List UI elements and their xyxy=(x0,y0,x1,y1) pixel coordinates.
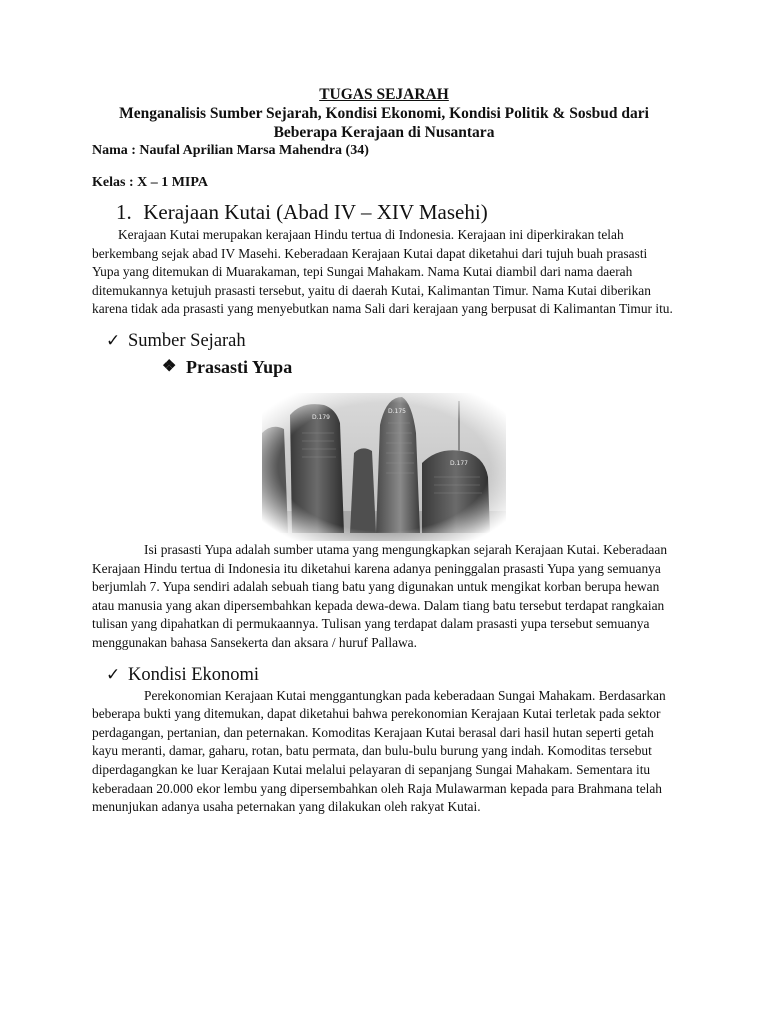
document-subtitle-line2: Beberapa Kerajaan di Nusantara xyxy=(273,124,495,141)
prasasti-yupa-label: Prasasti Yupa xyxy=(186,356,293,377)
kondisi-ekonomi-heading xyxy=(106,663,676,687)
yupa-inscription-stones-image xyxy=(262,393,506,541)
kondisi-ekonomi-paragraph: Perekonomian Kerajaan Kutai menggantungkan pada keberadaan Sungai Mahakam. Berdasarkan beberapa bukti yang ditemukan, dapat diketahui bahwa perekonomian Kerajaan Kutai terletak pada sektor perdagangan, pertanian, dan peternakan. Komoditas Kerajaan Kutai berasal dari hasil hutan seperti getah kayu meranti, damar, gaharu, rotan, batu permata, dan bulu-bulu burung yang indah. Komoditas tersebut diperdagangkan ke luar Kerajaan Kutai melalui pelayaran di sepanjang Sungai Mahakam. Sementara itu keberadaan 20.000 ekor lembu yang dipersembahkan oleh Raja Mulawarman kepada para Brahmana telah menunjukan adanya usaha peternakan yang dilakukan oleh rakyat Kutai. xyxy=(92,687,666,815)
student-name: Nama : Naufal Aprilian Marsa Mahendra (34) xyxy=(92,143,369,158)
section-heading-kutai xyxy=(116,198,676,226)
section-title: Kerajaan Kutai (Abad IV – XIV Masehi) xyxy=(143,200,488,224)
student-class: Kelas : X – 1 MIPA xyxy=(92,175,208,190)
checkmark-icon: ✓ xyxy=(106,664,121,684)
sumber-sejarah-heading xyxy=(106,329,676,353)
prasasti-yupa-heading xyxy=(162,355,676,379)
yupa-photo xyxy=(262,393,506,541)
prasasti-yupa-paragraph: Isi prasasti Yupa adalah sumber utama yang mengungkapkan sejarah Kerajaan Kutai. Keberadaan Kerajaan Hindu tertua di Indonesia itu diketahui karena adanya peninggalan prasasti Yupa yang semuanya berjumlah 7. Yupa sendiri adalah sebuah tiang batu yang digunakan untuk mengikat korban berupa hewan atau manusia yang akan dipersembahkan kepada dewa-dewa. Dalam tiang batu tersebut terdapat rangkaian tulisan yang dipahatkan di permukaannya. Tulisan yang terdapat dalam prasasti yupa tersebut semuanya menggunakan bahasa Sansekerta dan aksara / huruf Pallawa. xyxy=(92,541,668,650)
kondisi-ekonomi-label: Kondisi Ekonomi xyxy=(128,664,260,685)
diamond-bullet-icon: ❖ xyxy=(162,357,177,375)
document-title: TUGAS SEJARAH xyxy=(319,86,449,103)
sumber-sejarah-label: Sumber Sejarah xyxy=(128,330,246,351)
intro-paragraph: Kerajaan Kutai merupakan kerajaan Hindu tertua di Indonesia. Kerajaan ini diperkirakan telah berkembang sejak abad IV Masehi. Keberadaan Kerajaan Kutai dapat diketahui dari tujuh buah prasasti Yupa yang ditemukan di Muarakaman, tepi Sungai Mahakam. Nama Kutai diambil dari nama daerah ditemukannya ketujuh prasasti tersebut, yaitu di daerah Kutai, Kalimantan Timur. Nama Kutai diberikan karena tidak ada prasasti yang menyebutkan nama Sali dari kerajaan yang berpusat di Kalimantan Timur itu. xyxy=(92,227,673,317)
checkmark-icon: ✓ xyxy=(106,330,121,350)
document-subtitle-line1: Menganalisis Sumber Sejarah, Kondisi Ekonomi, Kondisi Politik & Sosbud dari xyxy=(119,105,649,122)
section-number: 1. xyxy=(116,200,132,224)
